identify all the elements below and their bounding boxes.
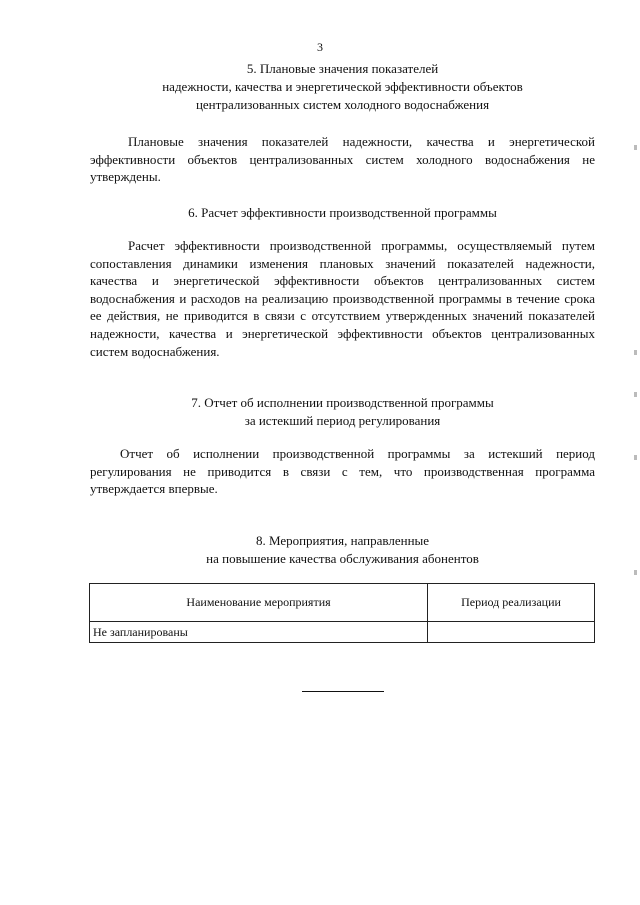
scan-margin-mark xyxy=(634,455,637,460)
events-table xyxy=(89,583,595,643)
section-5-paragraph: Плановые значения показателей надежности, качества и энергетической эффективности объектов централизованных систем холодного водоснабжения не утверждены. xyxy=(90,134,595,185)
section-8-title-line: на повышение качества обслуживания абонентов xyxy=(206,551,479,566)
end-divider xyxy=(302,691,384,692)
scan-margin-mark xyxy=(634,145,637,150)
section-8-title-line: 8. Мероприятия, направленные xyxy=(255,533,430,548)
table-cell xyxy=(428,622,595,643)
scan-margin-mark xyxy=(634,392,637,397)
table-header-row xyxy=(90,584,595,622)
section-7-title-line: 7. Отчет об исполнении производственной программы xyxy=(191,395,494,410)
page-number: 3 xyxy=(317,40,323,54)
table-cell: Не запланированы xyxy=(90,622,428,643)
section-5-title-line: 5. Плановые значения показателей xyxy=(246,61,439,76)
section-7-paragraph: Отчет об исполнении производственной программы за истекший период регулирования не приводится в связи с тем, что производственная программа утверждается впервые. xyxy=(90,446,595,497)
table-row xyxy=(90,622,595,643)
section-5-title-line: надежности, качества и энергетической эффективности объектов xyxy=(162,79,523,94)
table-header-cell: Период реализации xyxy=(428,584,595,622)
section-8-title xyxy=(90,532,595,568)
section-6-title xyxy=(90,204,595,222)
section-7-title-line: за истекший период регулирования xyxy=(244,413,441,428)
section-5-title xyxy=(90,60,595,114)
section-5-title-line: централизованных систем холодного водоснабжения xyxy=(195,97,490,112)
section-6-title-line: 6. Расчет эффективности производственной программы xyxy=(188,205,497,220)
section-6-paragraph: Расчет эффективности производственной программы, осуществляемый путем сопоставления динамики изменения плановых значений показателей надежности, качества и энергетической эффективности объектов централизованных систем водоснабжения и расходов на реализацию производственной программы в течение срока ее действия, не приводится в связи с отсутствием утвержденных значений показателей надежности, качества и энергетической эффективности объектов централизованных систем водоснабжения. xyxy=(90,238,595,359)
section-7-title xyxy=(90,394,595,430)
scan-margin-mark xyxy=(634,570,637,575)
scan-margin-mark xyxy=(634,350,637,355)
table-header-cell: Наименование мероприятия xyxy=(90,584,428,622)
